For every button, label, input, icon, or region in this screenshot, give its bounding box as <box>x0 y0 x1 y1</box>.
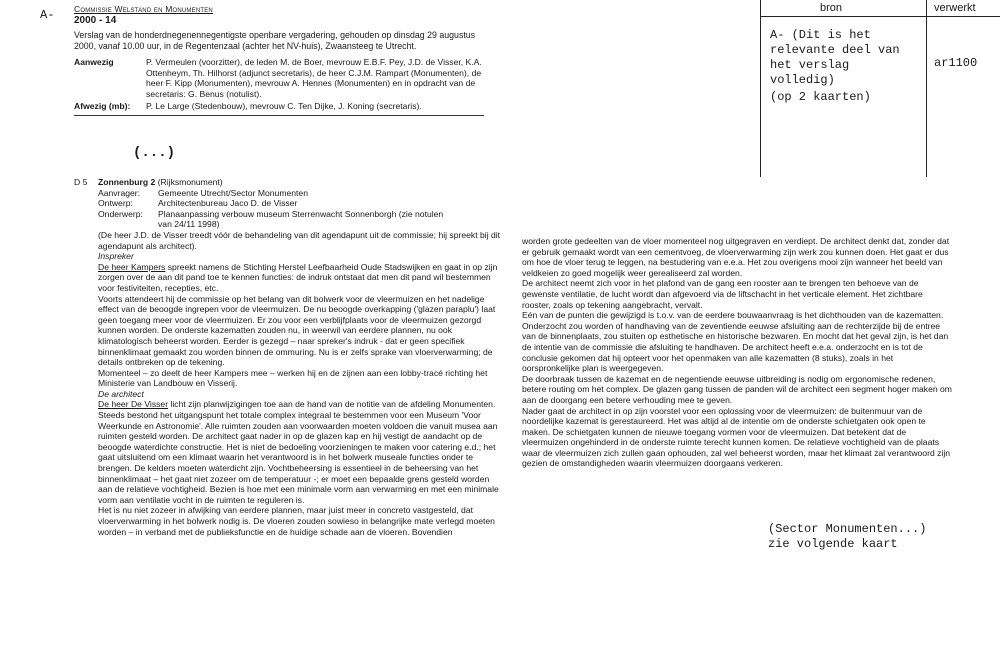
body-paragraph: Voorts attendeert hij de commissie op het belang van dit bolwerk voor de vleermuizen en het nadelige effect van de beoogde ingrepen voor de vleermuizen. De nu beoogde overkapping ('glazen paraplu') laat geen toegang meer voor de vleermuizen. Er zou voor een verblijfplaats voor de vleermuizen gezorgd kunnen worden. De onderste kazematten zouden nu, in weerwil van eerdere plannen, nu ook klimatologisch beheerst worden. Eerder is gezegd – naar spreker's indruk - dat er geen specifiek binnenklimaat gemaakt zou worden binnen de ommuring. Nu is er zelfs sprake van vloerverwarming; de details ontbreken op de tekening. <box>98 293 496 368</box>
footer-note-line2: zie volgende kaart <box>768 537 898 551</box>
item-code: D 5 <box>74 177 88 187</box>
architect-label: De architect <box>98 388 144 399</box>
card-source-note: A- (Dit is het relevante deel van het verslag volledig) <box>770 28 900 87</box>
body-paragraph: Nader gaat de architect in op zijn voorstel voor een oplossing voor de vleermuizen: de buitenmuur van de noordelijke kazemat is gerestaureerd. Het was altijd al de intentie om de onderste schietgaten ook open te maken. De schietgaten kunnen de nieuwe toegang vormen voor de vleermuizen. Dat betekent dat de vleermuizen ongehinderd in de onderste ruimte terecht kunnen komen. De relatieve vochtigheid van de plaats waar de vleermuizen zich zullen gaan ophouden, zal wel beheerst worden, maar het klimaat zal verantwoord zijn gezien de omstandigheden waarin vleermuizen doorgaans verkeren. <box>522 405 951 469</box>
card-pages-note: (op 2 kaarten) <box>770 90 871 104</box>
speaker-name: De heer De Visser <box>98 399 169 410</box>
report-header <box>74 4 494 116</box>
item-fields <box>98 188 504 230</box>
absent-row <box>74 101 494 112</box>
body-paragraph <box>98 399 502 505</box>
speaker-name: De heer Kampers <box>98 261 166 272</box>
card-vline-mid <box>926 0 927 177</box>
body-paragraph: Momenteel – zo deelt de heer Kampers mee – werken hij en de zijnen aan een lobby-tracé richting het Ministerie van Landbouw en Visserij. <box>98 367 488 389</box>
item-title: Zonnenburg 2 <box>98 177 156 187</box>
body-paragraph: De architect neemt zich voor in het plafond van de gang een rooster aan te brengen ten behoeve van de gewenste ventilatie, de lucht wordt dan afgevoerd via de liftschacht in het verticale element. Het zichtbare rooster, zoals op tekening aangebracht, vervalt. <box>522 278 923 310</box>
item-title-suffix: (Rijksmonument) <box>157 177 223 187</box>
paragraph-text: licht zijn planwijzigingen toe aan de hand van de notitie van de afdeling Monumenten. Steeds bestond het uitgangspunt het totale complex integraal te bestemmen voor een Museum 'Voor Weerkunde en Astronomie'. Alle ruimten zouden aan voorwaarden moeten voldoen die vanuit musea aan ruimten gesteld worden. De architect gaat nader in op de glazen kap en hij vestigt de aandacht op de beoogde waterdichte constructie. Het is niet de bedoeling voorzieningen te maken voor catering e.d.; het gaat uitsluitend om een klimaat waarin het verantwoord is in het bolwerk museale functies onder te brengen. De kelders moeten waterdicht zijn. Vochtbeheersing is essentieel in de beheersing van het binnenklimaat – het gaat niet zozeer om de temperatuur -; er moet een bepaalde grens gesteld worden aan de relatieve vochtigheid. Bezien is hoe met een minimale vorm aan verwarming en met een minimale vorm aan ventilatie vocht in de ruimten te reguleren is. <box>98 399 499 505</box>
item-body <box>98 230 502 537</box>
card-code: ar1100 <box>934 56 978 70</box>
item-field <box>98 209 504 230</box>
paragraph-text: spreekt namens de Stichting Herstel Leefbaarheid Oude Stadswijken en gaat in op zijn zorgen over de aan dit pand toe te kennen functies: de indruk ontstaat dat men dit pand wil bestemmen voor festiviteiten, recepties, etc. <box>98 261 498 293</box>
body-paragraph: Het is nu niet zozeer in afwijking van eerdere plannen, maar juist meer in concreto vastgesteld, dat vloerverwarming in het bolwerk nodig is. De vloeren zouden sowieso in belangrijke mate verlegd moeten worden – in verband met de publieksfunctie en de huidige schade aan de vloeren. Bovendien <box>98 505 495 537</box>
item-field <box>98 188 504 199</box>
body-paragraph <box>98 262 502 294</box>
footer-note <box>768 522 926 552</box>
present-row <box>74 57 494 99</box>
item-heading <box>74 177 504 188</box>
item-field <box>98 198 504 209</box>
body-paragraph: De doorbraak tussen de kazemat en de negentiende eeuwse uitbreiding is nodig om ergonomische redenen, betere routing om het complex. De glazen gang tussen de panden wil de architect een segment hoger maken om aan de doorgang een betere verhouding mee te geven. <box>522 373 952 405</box>
agenda-item <box>74 177 504 537</box>
report-number: 2000 - 14 <box>74 15 117 26</box>
present-text: P. Vermeulen (voorzitter), de leden M. de Boer, mevrouw E.B.F. Pey, J.D. de Visser, K.A. Ottenheym, Th. Hilhorst (adjunct secretaris), de heer C.J.M. Rampart (Monumenten), de heer F. Kipp (Monumenten), mevrouw A. Hennes (Monumenten) en in opdracht van de secretaris: G. Benus (notulist). <box>146 57 482 99</box>
field-value: Architectenbureau Jaco D. de Visser <box>158 198 298 209</box>
absent-text: P. Le Large (Stedenbouw), mevrouw C. Ten Dijke, J. Koning (secretaris). <box>146 101 422 112</box>
header-divider <box>74 115 484 116</box>
body-paragraph: worden grote gedeelten van de vloer momenteel nog uitgegraven en verdiept. De architect denkt dat, zonder dat er gebruik gemaakt wordt van een cementvoeg, de vloerverwarming zijn werk zou kunnen doen. Het gaat er dus om hoe de vloer terug te leggen, na bestudering van e.e.a. Het zou overigens mooi zijn wanneer het beeld van veldkeien zo goed mogelijk weer gerealiseerd zal worden. <box>522 236 950 278</box>
field-label: Aanvrager: <box>98 187 141 198</box>
card-header-source: bron <box>820 2 843 14</box>
present-label: Aanwezig <box>74 57 114 67</box>
field-label: Onderwerp: <box>98 208 143 219</box>
field-label: Ontwerp: <box>98 198 133 209</box>
card-header-processed: verwerkt <box>934 2 976 14</box>
field-value: Gemeente Utrecht/Sector Monumenten <box>158 187 308 198</box>
field-value: Planaanpassing verbouw museum Sterrenwacht Sonnenborgh (zie notulen van 24/11 1998) <box>158 208 444 230</box>
margin-marker: A- <box>40 8 55 22</box>
card-vline-left <box>760 0 761 177</box>
footer-note-line1: (Sector Monumenten...) <box>768 522 927 536</box>
org-name: Commissie Welstand en Monumenten <box>74 4 213 14</box>
card-hline <box>760 16 1000 17</box>
item-note: (De heer J.D. de Visser treedt vóór de behandeling van dit agendapunt uit de commissie; hij spreekt bij dit agendapunt als architect). <box>98 229 501 251</box>
ellipsis: (...) <box>133 145 176 161</box>
continued-column <box>522 236 952 469</box>
absent-label: Afwezig (mb): <box>74 101 131 112</box>
inspreker-label: Inspreker <box>98 251 134 262</box>
body-paragraph: Eén van de punten die gewijzigd is t.o.v. van de eerdere bouwaanvraag is het dichthouden van de kazematten. Onderzocht zou worden of handhaving van de zeventiende eeuwse afsluiting aan de rechterzijde bij de entree van de binnenplaats, zou stuiten op esthetische en historische bezwaren. En mocht dat het geval zijn, is het dan de intentie van de commissie die afsluiting te handhaven. De architect heeft e.e.a. onderzocht en is tot de conclusie gekomen dat hij opteert voor het openmaken van alle kazematten (8 stuks), zoals in het oorspronkelijke plan is weergegeven. <box>522 310 949 374</box>
report-intro: Verslag van de honderdnegenennegentigste openbare vergadering, gehouden op dinsdag 29 augustus 2000, vanaf 10.00 uur, in de Regentenzaal (achter het NV-huis), Zwaansteeg te Utrecht. <box>74 30 476 51</box>
